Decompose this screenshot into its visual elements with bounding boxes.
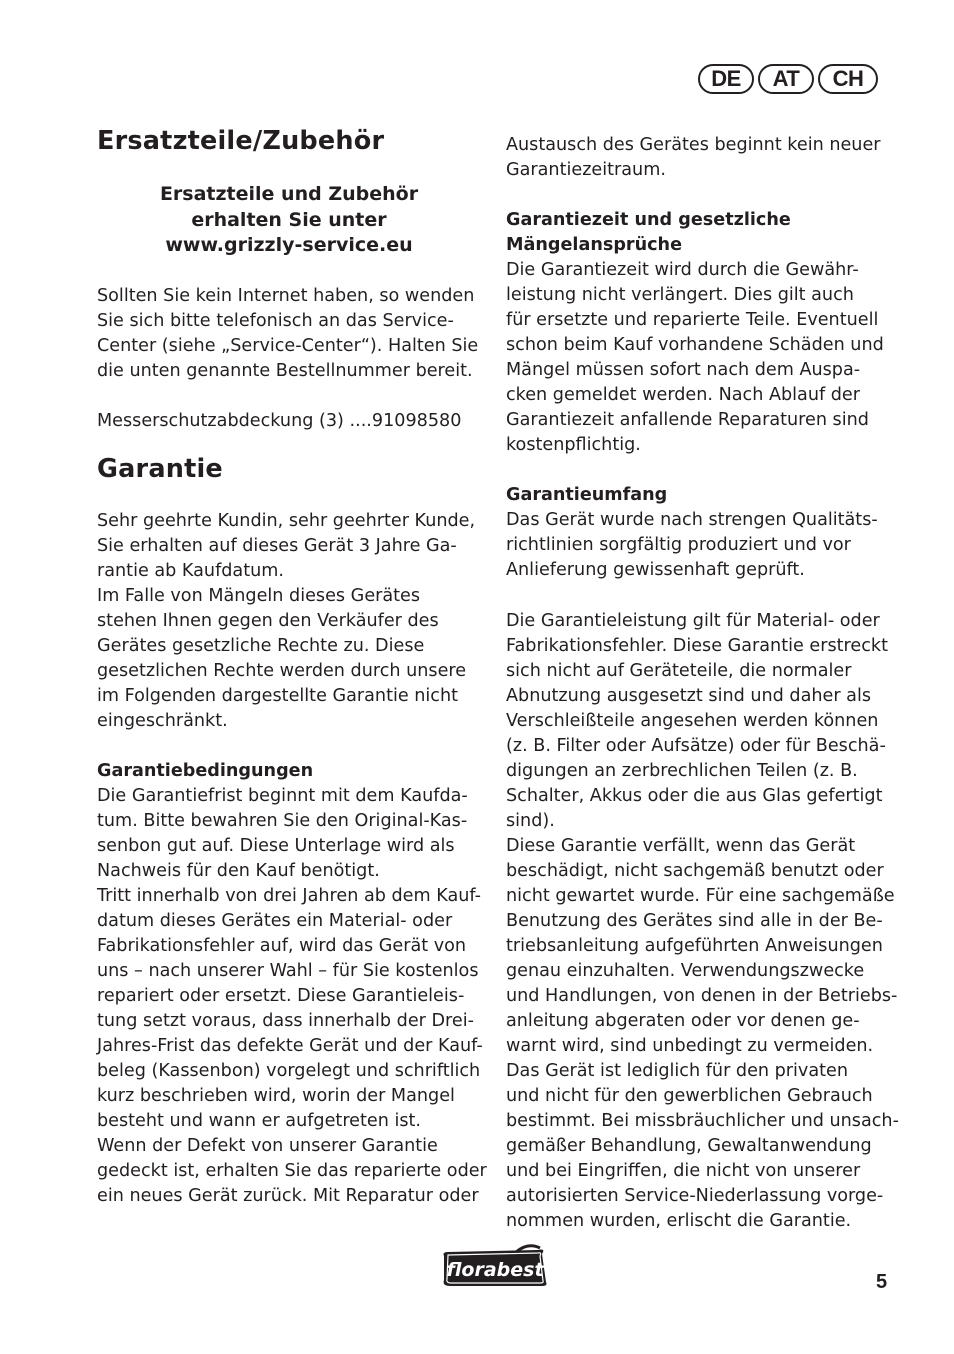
text-line: Jahres-Frist das defekte Gerät und der Kauf- [97,1036,483,1056]
text-line: Fabrikationsfehler. Diese Garantie erstreckt [506,636,888,656]
text-line: Fabrikationsfehler auf, wird das Gerät von [97,936,467,956]
text-line: im Folgenden dargestellte Garantie nicht [97,686,459,706]
text-line: bestimmt. Bei missbräuchlicher und unsach- [506,1111,899,1131]
text-line: Sie sich bitte telefonisch an das Service- [97,311,454,331]
language-badges [698,64,878,94]
text-line: warnt wird, sind unbedingt zu vermeiden. [506,1036,874,1056]
page-number: 5 [876,1271,888,1293]
text-line: senbon gut auf. Diese Unterlage wird als [97,836,455,856]
text-line: stehen Ihnen gegen den Verkäufer des [97,611,439,631]
text-line: Sehr geehrte Kundin, sehr geehrter Kunde, [97,511,476,531]
text-line: und nicht für den gewerblichen Gebrauch [506,1086,873,1106]
text-line: autorisierten Service-Niederlassung vorge- [506,1186,884,1206]
text-line: gedeckt ist, erhalten Sie das reparierte oder [97,1161,487,1181]
text-line: Sollten Sie kein Internet haben, so wenden [97,286,475,306]
period-subheading: Garantiezeit und gesetzliche [506,210,791,230]
spare-parts-notice [97,182,481,259]
text-line: und Handlungen, von denen in der Betriebs- [506,986,898,1006]
text-line: für ersetzte und reparierte Teile. Eventuell [506,310,879,330]
text-line: Das Gerät ist lediglich für den privaten [506,1061,848,1081]
text-line: Abnutzung ausgesetzt sind und daher als [506,686,872,706]
text-line: Die Garantieleistung gilt für Material- oder [506,611,880,631]
text-line: anleitung abgeraten oder vor denen ge- [506,1011,860,1031]
text-line: Das Gerät wurde nach strengen Qualitäts- [506,510,878,530]
text-line: Diese Garantie verfällt, wenn das Gerät [506,836,856,856]
text-line: Center (siehe „Service-Center“). Halten Sie [97,336,479,356]
florabest-logo [438,1244,552,1290]
text-line: Garantiezeitraum. [506,160,666,180]
text-line: Die Garantiefrist beginnt mit dem Kaufda- [97,786,468,806]
period-subheading: Mängelansprüche [506,235,683,255]
notice-line: erhalten Sie unter [191,208,387,231]
text-line: gesetzlichen Rechte werden durch unsere [97,661,467,681]
text-line: triebsanleitung aufgeführten Anweisungen [506,936,883,956]
text-line: nicht gewartet wurde. Für eine sachgemäße [506,886,895,906]
text-line: uns – nach unserer Wahl – für Sie kostenlos [97,961,479,981]
text-line: beschädigt, nicht sachgemäß benutzt oder [506,861,884,881]
text-line: (z. B. Filter oder Aufsätze) oder für Beschä- [506,736,886,756]
text-line: Sie erhalten auf dieses Gerät 3 Jahre Ga- [97,536,457,556]
text-line: Wenn der Defekt von unserer Garantie [97,1136,438,1156]
text-line: Verschleißteile angesehen werden können [506,711,879,731]
text-line: gemäßer Behandlung, Gewaltanwendung [506,1136,872,1156]
text-line: cken gemeldet werden. Nach Ablauf der [506,385,860,405]
text-line: Anlieferung gewissenhaft geprüft. [506,560,805,580]
text-line: sich nicht auf Geräteteile, die normaler [506,661,852,681]
text-line: Tritt innerhalb von drei Jahren ab dem Kauf- [97,886,481,906]
notice-url: www.grizzly-service.eu [165,234,413,256]
notice-line: Ersatzteile und Zubehör [159,183,419,205]
spare-parts-heading: Ersatzteile/Zubehör [97,126,385,156]
text-line: Garantiezeit anfallende Reparaturen sind [506,410,869,430]
text-line: tum. Bitte bewahren Sie den Original-Kas- [97,811,468,831]
text-line: und bei Eingriffen, die nicht von unserer [506,1161,861,1181]
text-line: Im Falle von Mängeln dieses Gerätes [97,586,421,606]
text-line: Gerätes gesetzliche Rechte zu. Diese [97,636,425,656]
language-badge-at: AT [758,64,814,94]
text-line: leistung nicht verlängert. Dies gilt auch [506,285,854,305]
part-number-line: Messerschutzabdeckung (3) ....91098580 [97,411,462,431]
text-line: repariert oder ersetzt. Diese Garantieleis- [97,986,465,1006]
text-line: eingeschränkt. [97,711,228,731]
text-line: digungen an zerbrechlichen Teilen (z. B. [506,761,858,781]
text-line: die unten genannte Bestellnummer bereit. [97,361,473,381]
text-line: Schalter, Akkus oder die aus Glas gefertigt [506,786,883,806]
scope-subheading: Garantieumfang [506,485,668,505]
text-line: Benutzung des Gerätes sind alle in der Be- [506,911,883,931]
text-line: schon beim Kauf vorhandene Schäden und [506,335,884,355]
text-line: nommen wurden, erlischt die Garantie. [506,1211,852,1231]
text-line: besteht und wann er aufgetreten ist. [97,1111,421,1131]
text-line: Nachweis für den Kauf benötigt. [97,861,380,881]
language-badge-ch: CH [818,64,878,94]
text-line: richtlinien sorgfältig produziert und vor [506,535,851,555]
language-badge-de: DE [698,64,754,94]
logo-text: florabest [446,1259,544,1281]
text-line: genau einzuhalten. Verwendungszwecke [506,961,865,981]
text-line: beleg (Kassenbon) vorgelegt und schriftlich [97,1061,481,1081]
text-line: Die Garantiezeit wird durch die Gewähr- [506,260,859,280]
text-line: kostenpflichtig. [506,435,641,455]
text-line: kurz beschrieben wird, worin der Mangel [97,1086,455,1106]
text-line: ein neues Gerät zurück. Mit Reparatur oder [97,1186,479,1206]
text-line: Austausch des Gerätes beginnt kein neuer [506,135,881,155]
guarantee-heading: Garantie [97,454,223,484]
text-line: tung setzt voraus, dass innerhalb der Drei- [97,1011,474,1031]
text-line: sind). [506,811,555,831]
conditions-subheading: Garantiebedingungen [97,761,314,781]
text-line: Mängel müssen sofort nach dem Auspa- [506,360,861,380]
text-line: rantie ab Kaufdatum. [97,561,284,581]
text-line: datum dieses Gerätes ein Material- oder [97,911,453,931]
